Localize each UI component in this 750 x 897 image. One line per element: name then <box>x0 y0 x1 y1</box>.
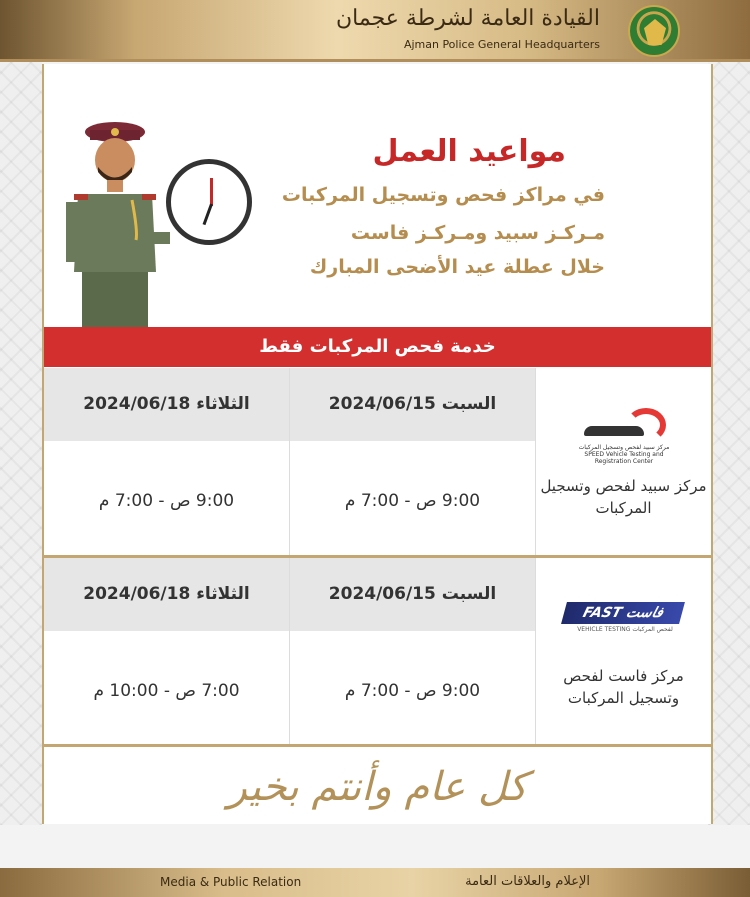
day-header <box>290 368 535 441</box>
org-name-english: Ajman Police General Headquarters <box>403 38 600 51</box>
fast-logo-sub: VEHICLE TESTING لفحص المركبات <box>577 626 673 633</box>
day-header <box>44 368 289 441</box>
header-bar <box>0 0 750 62</box>
speed-logo <box>576 408 672 465</box>
footer-english: Media & Public Relation <box>160 875 302 889</box>
police-emblem-icon <box>628 5 680 57</box>
footer-bar <box>0 868 750 897</box>
center-cell <box>535 558 711 744</box>
table-row <box>44 558 711 747</box>
day-name: السبت <box>441 584 497 604</box>
day-name: الثلاثاء <box>196 584 250 604</box>
day-hours: 9:00 ص - 7:00 م <box>344 491 481 511</box>
eid-greeting: كل عام وأنتم بخير <box>227 764 528 810</box>
center-name: مركز سبيد لفحص وتسجيل المركبات <box>540 477 707 517</box>
clock-icon <box>166 159 252 245</box>
center-cell <box>535 368 711 555</box>
org-name-arabic: القيادة العامة لشرطة عجمان <box>336 6 600 31</box>
day-name: السبت <box>441 394 497 414</box>
day-cell <box>44 558 289 744</box>
day-date: 2024/06/15 <box>328 394 436 414</box>
subtitle-line-1: في مراكز فحص وتسجيل المركبات <box>281 184 605 206</box>
day-header <box>290 558 535 631</box>
day-cell <box>289 558 535 744</box>
day-header <box>44 558 289 631</box>
officer-illustration <box>60 122 170 327</box>
speed-logo-text: مركز سبيد لفحص وتسجيل المركبات SPEED Vehicle Testing and Registration Center <box>578 444 670 465</box>
subtitle-line-2: مـركـز سبيد ومـركـز فاست <box>350 222 605 244</box>
table-row <box>44 368 711 558</box>
day-cell <box>289 368 535 555</box>
day-date: 2024/06/18 <box>83 394 191 414</box>
day-cell <box>44 368 289 555</box>
center-name: مركز فاست لفحص وتسجيل المركبات <box>563 667 684 707</box>
fast-logo: FAST فاست <box>561 602 685 624</box>
subtitle-line-3: خلال عطلة عيد الأضحى المبارك <box>309 256 605 278</box>
day-hours: 9:00 ص - 7:00 م <box>344 681 481 701</box>
day-name: الثلاثاء <box>196 394 250 414</box>
day-hours: 7:00 ص - 10:00 م <box>93 681 240 701</box>
day-hours: 9:00 ص - 7:00 م <box>98 491 235 511</box>
schedule-table <box>44 368 711 747</box>
schedule-card <box>42 64 713 824</box>
right-pattern-panel <box>708 62 750 825</box>
footer-arabic: الإعلام والعلاقات العامة <box>465 874 590 889</box>
service-banner: خدمة فحص المركبات فقط <box>44 327 711 367</box>
page-title: مواعيد العمل <box>372 134 566 169</box>
day-date: 2024/06/18 <box>83 584 191 604</box>
day-date: 2024/06/15 <box>328 584 436 604</box>
left-pattern-panel <box>0 62 42 825</box>
